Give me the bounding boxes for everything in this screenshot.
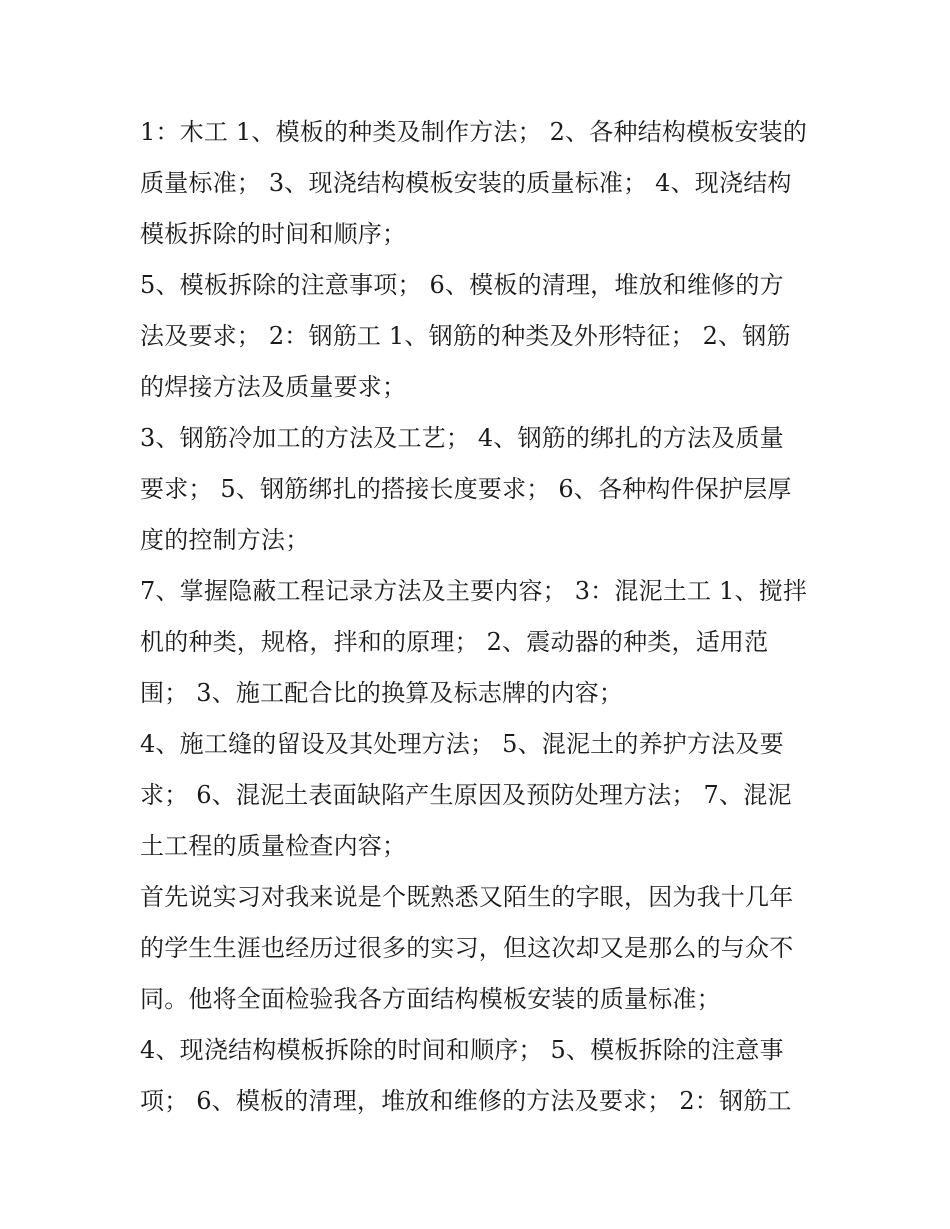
text-line: 3、钢筋冷加工的方法及工艺； 4、钢筋的绑扎的方法及质量	[140, 424, 784, 452]
text-line: 的学生生涯也经历过很多的实习，但这次却又是那么的与众不	[140, 934, 794, 962]
paragraph-internship-intro	[140, 872, 820, 1025]
paragraph-carpentry	[140, 107, 820, 260]
text-line: 围； 3、施工配合比的换算及标志牌的内容；	[140, 679, 624, 707]
text-line: 1：木工 1、模板的种类及制作方法； 2、各种结构模板安装的	[140, 118, 808, 146]
text-line: 5、模板拆除的注意事项； 6、模板的清理，堆放和维修的方	[140, 271, 784, 299]
text-line: 首先说实习对我来说是个既熟悉又陌生的字眼，因为我十几年	[140, 883, 794, 911]
paragraph-construction-joints	[140, 719, 820, 872]
text-line: 的焊接方法及质量要求；	[140, 373, 407, 401]
text-line: 质量标准； 3、现浇结构模板安装的质量标准； 4、现浇结构	[140, 169, 792, 197]
text-line: 机的种类，规格，拌和的原理； 2、震动器的种类，适用范	[140, 628, 769, 656]
text-line: 项； 6、模板的清理，堆放和维修的方法及要求； 2：钢筋工	[140, 1087, 792, 1115]
text-line: 求； 6、混泥土表面缺陷产生原因及预防处理方法； 7、混泥	[140, 781, 792, 809]
paragraph-formwork-removal	[140, 260, 820, 413]
text-line: 4、现浇结构模板拆除的时间和顺序； 5、模板拆除的注意事	[140, 1036, 784, 1064]
text-line: 同。他将全面检验我各方面结构模板安装的质量标准；	[140, 985, 721, 1013]
text-line: 土工程的质量检查内容；	[140, 832, 407, 860]
text-line: 7、掌握隐蔽工程记录方法及主要内容； 3：混泥土工 1、搅拌	[140, 577, 808, 605]
paragraph-formwork-repeat	[140, 1025, 820, 1127]
text-line: 度的控制方法；	[140, 526, 310, 554]
document-body	[140, 107, 820, 1127]
text-line: 模板拆除的时间和顺序；	[140, 220, 407, 248]
text-line: 要求； 5、钢筋绑扎的搭接长度要求； 6、各种构件保护层厚	[140, 475, 792, 503]
paragraph-concrete	[140, 566, 820, 719]
text-line: 4、施工缝的留设及其处理方法； 5、混泥土的养护方法及要	[140, 730, 784, 758]
paragraph-rebar	[140, 413, 820, 566]
text-line: 法及要求； 2：钢筋工 1、钢筋的种类及外形特征； 2、钢筋	[140, 322, 791, 350]
